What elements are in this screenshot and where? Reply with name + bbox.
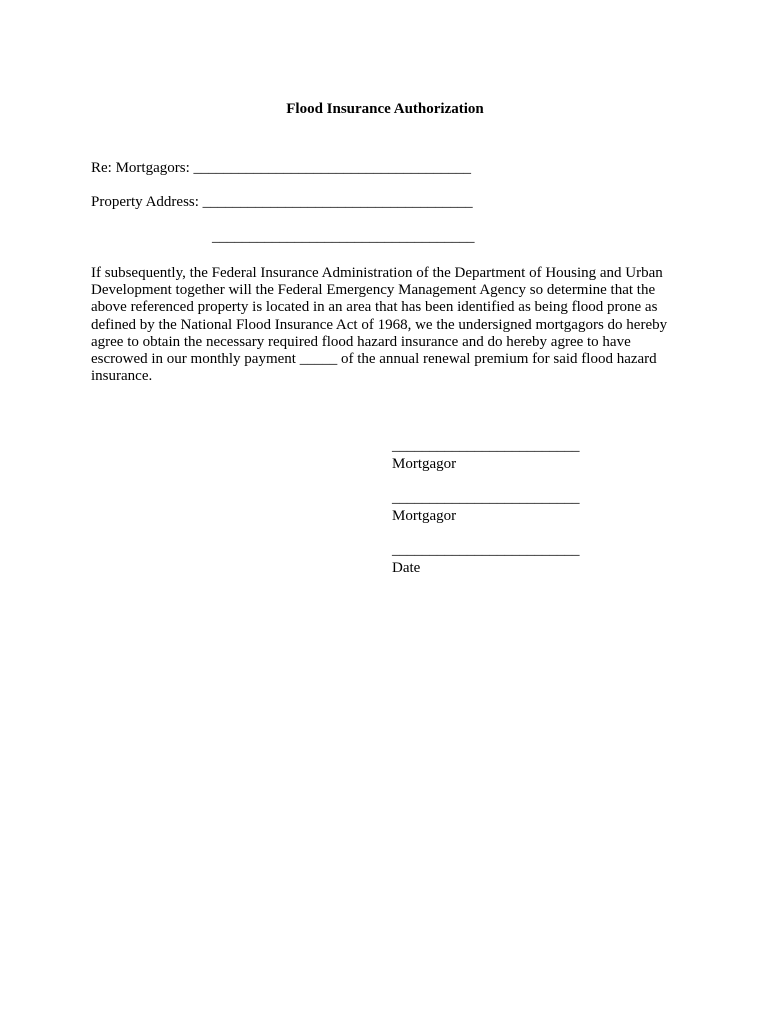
paragraph-line: If subsequently, the Federal Insurance Administration of the Department of Housing and Urban (91, 265, 663, 281)
mortgagor-signature-block-2 (392, 489, 580, 525)
date-signature-block (392, 541, 580, 577)
mortgagor-signature-block-1 (392, 437, 580, 473)
property-address-field: Property Address: ____________________________________ (91, 194, 473, 210)
mortgagors-field: Re: Mortgagors: _____________________________________ (91, 160, 471, 176)
paragraph-line: defined by the National Flood Insurance Act of 1968, we the undersigned mortgagors do hereby (91, 316, 668, 333)
paragraph-line: escrowed in our monthly payment _____ of the annual renewal premium for said flood hazard (91, 351, 657, 368)
date-caption: Date (392, 560, 421, 576)
signature-caption: Mortgagor (392, 508, 457, 524)
paragraph-line: insurance. (91, 368, 153, 385)
signature-line: _________________________ (392, 490, 580, 506)
signature-caption: Mortgagor (392, 456, 457, 472)
document-title: Flood Insurance Authorization (286, 101, 484, 117)
paragraph-line: Development together will the Federal Emergency Management Agency so determine that the (91, 282, 656, 299)
signature-line: _________________________ (392, 438, 580, 454)
paragraph-line: above referenced property is located in an area that has been identified as being flood prone as (91, 299, 658, 316)
property-address-continuation-field: ___________________________________ (212, 229, 475, 245)
paragraph-line: agree to obtain the necessary required flood hazard insurance and do hereby agree to have (91, 333, 631, 350)
authorization-paragraph (91, 265, 681, 385)
date-line: _________________________ (392, 542, 580, 558)
